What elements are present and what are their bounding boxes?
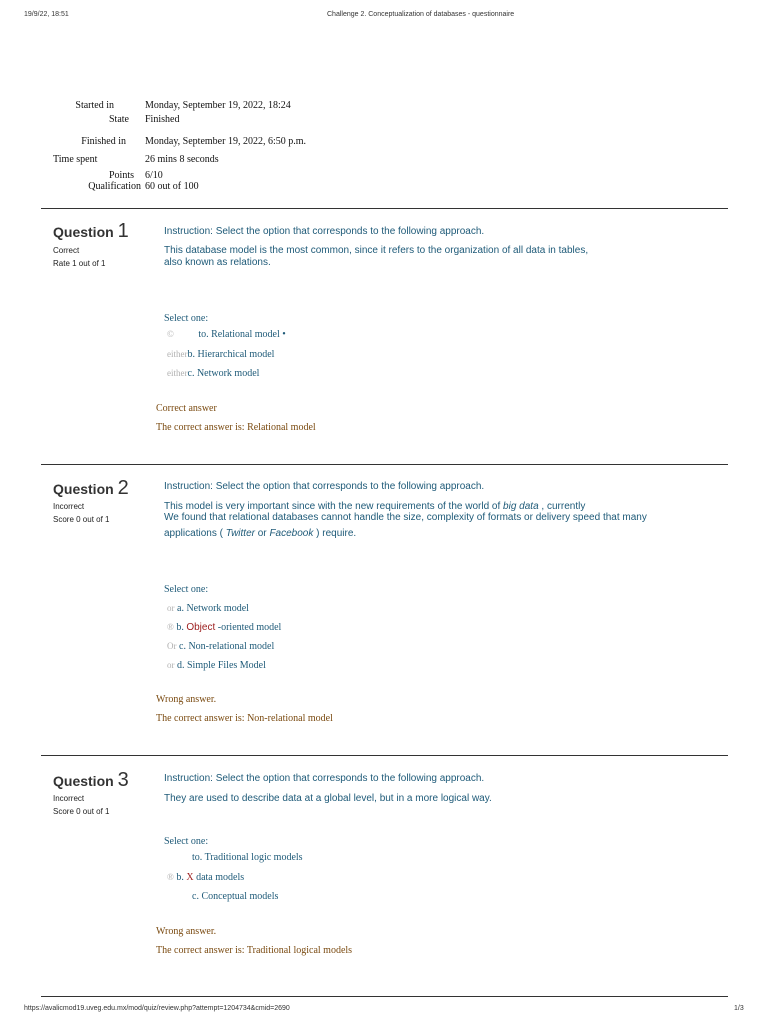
text-segment: ) require.: [316, 528, 357, 539]
answer-option[interactable]: [167, 603, 249, 614]
text-emphasis: big data: [503, 501, 539, 512]
finished-value: Monday, September 19, 2022, 6:50 p.m.: [145, 136, 307, 147]
question-score: Rate 1 out of 1: [53, 259, 106, 268]
time-spent-label: Time spent: [53, 154, 98, 165]
answer-option[interactable]: [167, 660, 266, 671]
question-score: Score 0 out of 1: [53, 807, 110, 816]
wrong-mark: Object: [186, 622, 216, 633]
started-value: Monday, September 19, 2022, 18:24: [145, 100, 291, 111]
option-label: to. Traditional logic models: [192, 852, 303, 863]
question-instruction: Instruction: Select the option that corresponds to the following approach.: [164, 773, 485, 784]
select-one-label: Select one:: [164, 584, 209, 595]
option-label: to. Relational model •: [198, 329, 286, 340]
answer-option[interactable]: [192, 891, 278, 902]
radio-selected-icon[interactable]: ©: [167, 329, 174, 339]
correct-answer-text: The correct answer is: Relational model: [156, 422, 316, 433]
radio-icon[interactable]: either: [167, 349, 188, 359]
wrong-mark: X: [186, 872, 194, 883]
question-label: Question: [53, 481, 114, 497]
page-url: https://avalicmod19.uveg.edu.mx/mod/quiz/review.php?attempt=1204734&cmid=2690: [24, 1005, 290, 1012]
time-spent-value: 26 mins 8 seconds: [145, 154, 219, 165]
question-label: Question: [53, 224, 114, 240]
feedback-text: Wrong answer.: [156, 694, 217, 705]
question-instruction: Instruction: Select the option that corresponds to the following approach.: [164, 226, 485, 237]
question-status: Incorrect: [53, 502, 85, 511]
qualification-label: Qualification: [88, 181, 141, 192]
select-one-label: Select one:: [164, 313, 209, 324]
divider: [41, 464, 728, 465]
text-segment: or: [257, 528, 267, 539]
answer-option[interactable]: [167, 329, 286, 340]
option-label: a. Network model: [177, 603, 249, 614]
answer-option[interactable]: [192, 852, 303, 863]
question-heading: [53, 769, 129, 792]
question-status: Correct: [53, 246, 80, 255]
question-status: Incorrect: [53, 794, 85, 803]
question-number: 3: [117, 769, 129, 791]
text-segment: , currently: [541, 501, 586, 512]
divider: [41, 755, 728, 756]
option-label: c. Network model: [187, 368, 260, 379]
radio-selected-icon[interactable]: ®: [167, 622, 174, 632]
radio-icon[interactable]: or: [167, 603, 175, 613]
text-emphasis: Twitter: [225, 528, 255, 539]
feedback-text: Correct answer: [156, 403, 217, 414]
question-instruction: Instruction: Select the option that corresponds to the following approach.: [164, 481, 485, 492]
divider: [41, 996, 728, 997]
question-number: 1: [117, 220, 129, 242]
print-datetime: 19/9/22, 18:51: [24, 11, 69, 18]
radio-selected-icon[interactable]: ®: [167, 872, 174, 882]
question-text: This database model is the most common, since it refers to the organization of all data in tables, also known as relations.: [164, 245, 589, 268]
question-text-line-1: [164, 501, 585, 512]
question-label: Question: [53, 773, 114, 789]
question-text: They are used to describe data at a global level, but in a more logical way.: [164, 793, 492, 804]
question-score: Score 0 out of 1: [53, 515, 110, 524]
points-value: 6/10: [145, 170, 163, 181]
answer-option[interactable]: [167, 622, 281, 633]
answer-option[interactable]: [167, 872, 244, 883]
text-emphasis: Facebook: [269, 528, 314, 539]
radio-icon[interactable]: Or: [167, 641, 177, 651]
text-segment: This model is very important since with the new requirements of the world of: [164, 501, 501, 512]
option-prefix: b.: [176, 622, 184, 633]
answer-option[interactable]: [167, 368, 259, 379]
feedback-text: Wrong answer.: [156, 926, 217, 937]
option-label: data models: [196, 872, 245, 883]
option-label: -oriented model: [217, 622, 282, 633]
qualification-value: 60 out of 100: [145, 181, 199, 192]
text-segment: applications (: [164, 528, 223, 539]
answer-option[interactable]: [167, 641, 274, 652]
correct-answer-text: The correct answer is: Non-relational model: [156, 713, 333, 724]
question-text-line-3: [164, 528, 356, 539]
points-label: Points: [108, 170, 134, 181]
select-one-label: Select one:: [164, 836, 209, 847]
option-prefix: b.: [176, 872, 184, 883]
radio-icon[interactable]: or: [167, 660, 175, 670]
started-label: Started in: [75, 100, 114, 111]
answer-option[interactable]: [167, 349, 274, 360]
page-title: Challenge 2. Conceptualization of databases - questionnaire: [327, 11, 515, 18]
radio-icon[interactable]: either: [167, 368, 188, 378]
correct-answer-text: The correct answer is: Traditional logical models: [156, 945, 353, 956]
page-number: 1/3: [734, 1005, 744, 1012]
option-label: c. Conceptual models: [192, 891, 279, 902]
question-number: 2: [117, 477, 129, 499]
finished-label: Finished in: [81, 136, 126, 147]
question-heading: [53, 477, 129, 500]
state-label: State: [109, 114, 129, 125]
state-value: Finished: [145, 114, 180, 125]
question-heading: [53, 220, 129, 243]
question-text-line-2: We found that relational databases cannot handle the size, complexity of formats or delivery speed that many: [164, 512, 647, 523]
option-label: d. Simple Files Model: [177, 660, 266, 671]
divider: [41, 208, 728, 209]
option-label: b. Hierarchical model: [187, 349, 275, 360]
option-label: c. Non-relational model: [179, 641, 275, 652]
